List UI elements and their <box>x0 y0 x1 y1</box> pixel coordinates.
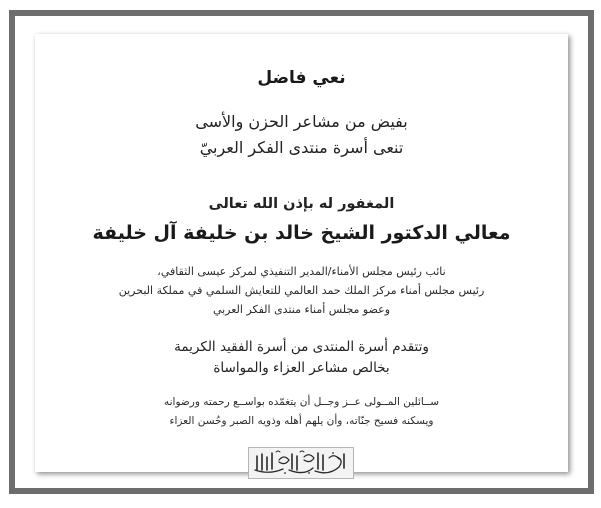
notice-frame <box>9 10 594 494</box>
quran-verse-calligraphy <box>248 447 354 479</box>
position-line-1: نائب رئيس مجلس الأمناء/المدير التنفيذي لمركز عيسى الثقافي، <box>157 265 446 278</box>
deceased-name: معالي الدكتور الشيخ خالد بن خليفة آل خليفة <box>92 222 511 244</box>
position-line-2: رئيس مجلس أمناء مركز الملك حمد العالمي للتعايش السلمي في مملكة البحرين <box>118 284 485 297</box>
lead-line-1: بفيض من مشاعر الحزن والأسى <box>195 112 408 131</box>
lead-line-2: تنعى أسرة منتدى الفكر العربيّ <box>199 138 404 157</box>
position-line-3: وعضو مجلس أمناء منتدى الفكر العربي <box>212 303 391 316</box>
obituary-card <box>35 34 568 472</box>
late-label: المغفور له بإذن الله تعالى <box>208 196 395 212</box>
prayer-line-2: ويسكنه فسيح جنّاته، وأن يلهم أهله وذويه الصبر وحُسن العزاء <box>169 415 434 427</box>
condolence-line-1: وتتقدم أسرة المنتدى من أسرة الفقيد الكريمة <box>174 339 429 355</box>
prayer-line-1: ســائلين المــولى عــز وجــل أن يتغمّده بواســع رحمته ورضوانه <box>163 396 440 408</box>
notice-title: نعي فاضل <box>257 68 346 88</box>
calligraphy-image <box>249 448 353 478</box>
condolence-line-2: بخالص مشاعر العزاء والمواساة <box>213 360 390 376</box>
